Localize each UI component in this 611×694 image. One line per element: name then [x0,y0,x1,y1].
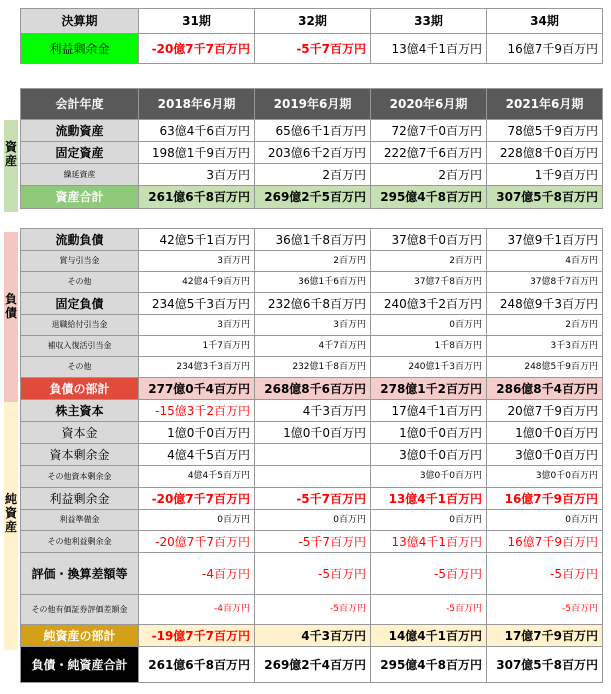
cell: 65億6千1百万円 [255,120,371,142]
cell: -5百万円 [371,553,487,595]
cell: -5百万円 [255,553,371,595]
cell: 286億8千4百万円 [487,378,603,400]
cell: 0百万円 [487,510,603,531]
cell: 3億0千0百万円 [487,466,603,488]
cell: 1千9百万円 [487,164,603,186]
cell: 17億7千9百万円 [487,625,603,647]
balance-sheet-table [20,88,603,683]
cell: 2百万円 [371,164,487,186]
cell: 36億1千8百万円 [255,229,371,251]
cell: 37億9千1百万円 [487,229,603,251]
cell: 1億0千0百万円 [371,422,487,444]
grand-total-label: 負債・純資産合計 [21,647,139,683]
cell: 72億7千0百万円 [371,120,487,142]
cell: 17億4千1百万円 [371,400,487,422]
spacer [21,209,603,229]
row-label: 固定資産 [21,142,139,164]
row-label: 固定負債 [21,293,139,315]
cell: 1億0千0百万円 [139,422,255,444]
row-label: 評価・換算差額等 [21,553,139,595]
table-row [21,595,603,625]
cell: 234億5千3百万円 [139,293,255,315]
cell: -5千7百万円 [255,531,371,553]
cell: 3億0千0百万円 [487,444,603,466]
cell [255,444,371,466]
cell: 16億7千9百万円 [487,488,603,510]
cell: 3百万円 [255,315,371,336]
table-row [21,315,603,336]
cell: 13億4千1百万円 [371,488,487,510]
cell: 78億5千9百万円 [487,120,603,142]
cell: 4億4千5百万円 [139,466,255,488]
row-label: 流動負債 [21,229,139,251]
cell: 42億4千9百万円 [139,272,255,293]
cell: 37億8千7百万円 [487,272,603,293]
cell: 232億6千8百万円 [255,293,371,315]
cell: 16億7千9百万円 [487,531,603,553]
table-row [21,336,603,357]
cell: 42億5千1百万円 [139,229,255,251]
cell: 3百万円 [139,315,255,336]
liabilities-total-row [21,378,603,400]
table-row [21,510,603,531]
cell: 222億7千6百万円 [371,142,487,164]
cell: -19億7千7百万円 [139,625,255,647]
cell: -4百万円 [139,595,255,625]
cell: 198億1千9百万円 [139,142,255,164]
retained-earnings-31: -20億7千7百万円 [139,34,255,64]
period-32: 32期 [255,9,371,34]
cell: 1億0千0百万円 [487,422,603,444]
equity-total-row [21,625,603,647]
cell: 261億6千8百万円 [139,647,255,683]
row-label: 利益剰余金 [21,488,139,510]
cell: 240億3千2百万円 [371,293,487,315]
retained-earnings-32: -5千7百万円 [255,34,371,64]
cell: -20億7千7百万円 [139,531,255,553]
cell: 2百万円 [371,251,487,272]
table-row [21,422,603,444]
row-label: 利益準備金 [21,510,139,531]
cell: 3億0千0百万円 [371,444,487,466]
row-label: 流動資産 [21,120,139,142]
cell: 228億8千0百万円 [487,142,603,164]
cell: 240億1千3百万円 [371,357,487,378]
row-label: その他 [21,357,139,378]
cell: 37億8千0百万円 [371,229,487,251]
cell: 3億0千0百万円 [371,466,487,488]
period-31: 31期 [139,9,255,34]
retained-earnings-33: 13億4千1百万円 [371,34,487,64]
cell: 63億4千6百万円 [139,120,255,142]
cell: 36億1千6百万円 [255,272,371,293]
equity-side-label: 純資産 [4,492,17,534]
cell: 0百万円 [255,510,371,531]
table-row [21,164,603,186]
cell: 268億8千6百万円 [255,378,371,400]
row-label: 資本金 [21,422,139,444]
cell: 3百万円 [139,164,255,186]
fiscal-year-header: 会計年度 [21,89,139,120]
cell: 307億5千8百万円 [487,186,603,209]
cell: 295億4千8百万円 [371,186,487,209]
row-label: 株主資本 [21,400,139,422]
cell: 4千7百万円 [255,336,371,357]
row-label: 退職給付引当金 [21,315,139,336]
table-row [21,400,603,422]
cell: 20億7千9百万円 [487,400,603,422]
period-table [20,8,603,64]
row-label: 賞与引当金 [21,251,139,272]
cell: 277億0千4百万円 [139,378,255,400]
cell: 269億2千5百万円 [255,186,371,209]
assets-total-label: 資産合計 [21,186,139,209]
table-row [21,488,603,510]
year-2021: 2021年6月期 [487,89,603,120]
cell: 1千8百万円 [371,336,487,357]
cell: 37億7千8百万円 [371,272,487,293]
cell: 232億1千8百万円 [255,357,371,378]
grand-total-row [21,647,603,683]
liability-side-label: 負債 [4,292,17,320]
table-row [21,531,603,553]
cell [255,466,371,488]
cell: 13億4千1百万円 [371,531,487,553]
row-label: 補収入復活引当金 [21,336,139,357]
table-row [21,357,603,378]
cell: 234億3千3百万円 [139,357,255,378]
cell: -5百万円 [255,595,371,625]
cell: 1億0千0百万円 [255,422,371,444]
cell: 307億5千8百万円 [487,647,603,683]
cell: 2百万円 [255,251,371,272]
table-row [21,272,603,293]
year-2019: 2019年6月期 [255,89,371,120]
year-2020: 2020年6月期 [371,89,487,120]
row-label: その他有価証券評価差額金 [21,595,139,625]
cell: 14億4千1百万円 [371,625,487,647]
table-row [21,466,603,488]
cell: -4百万円 [139,553,255,595]
table-row [21,229,603,251]
cell: 269億2千4百万円 [255,647,371,683]
liabilities-total-label: 負債の部計 [21,378,139,400]
cell: 261億6千8百万円 [139,186,255,209]
cell: 295億4千8百万円 [371,647,487,683]
cell: -5千7百万円 [255,488,371,510]
cell: -5百万円 [371,595,487,625]
cell: 0百万円 [139,510,255,531]
cell: 248億5千9百万円 [487,357,603,378]
table-row [21,120,603,142]
table-row [21,142,603,164]
cell: 1千7百万円 [139,336,255,357]
cell: 4千3百万円 [255,400,371,422]
table-row [21,251,603,272]
period-34: 34期 [487,9,603,34]
cell: 4千3百万円 [255,625,371,647]
table-row [21,293,603,315]
cell: -5百万円 [487,595,603,625]
table-row [21,553,603,595]
equity-total-label: 純資産の部計 [21,625,139,647]
retained-earnings-label: 利益剰余金 [21,34,139,64]
row-label: その他利益剰余金 [21,531,139,553]
cell: -20億7千7百万円 [139,488,255,510]
period-header-label: 決算期 [21,9,139,34]
cell: -15億3千2百万円 [139,400,255,422]
cell: -5百万円 [487,553,603,595]
row-label: その他 [21,272,139,293]
cell: 203億6千2百万円 [255,142,371,164]
row-label: その他資本剰余金 [21,466,139,488]
cell: 248億9千3百万円 [487,293,603,315]
cell: 3千3百万円 [487,336,603,357]
assets-total-row [21,186,603,209]
table-row [21,444,603,466]
cell: 2百万円 [487,315,603,336]
cell: 4百万円 [487,251,603,272]
year-2018: 2018年6月期 [139,89,255,120]
row-label: 資本剰余金 [21,444,139,466]
period-33: 33期 [371,9,487,34]
cell: 0百万円 [371,315,487,336]
cell: 0百万円 [371,510,487,531]
cell: 4億4千5百万円 [139,444,255,466]
row-label: 繰延資産 [21,164,139,186]
cell: 278億1千2百万円 [371,378,487,400]
retained-earnings-34: 16億7千9百万円 [487,34,603,64]
asset-side-label: 資産 [4,140,17,168]
cell: 2百万円 [255,164,371,186]
cell: 3百万円 [139,251,255,272]
